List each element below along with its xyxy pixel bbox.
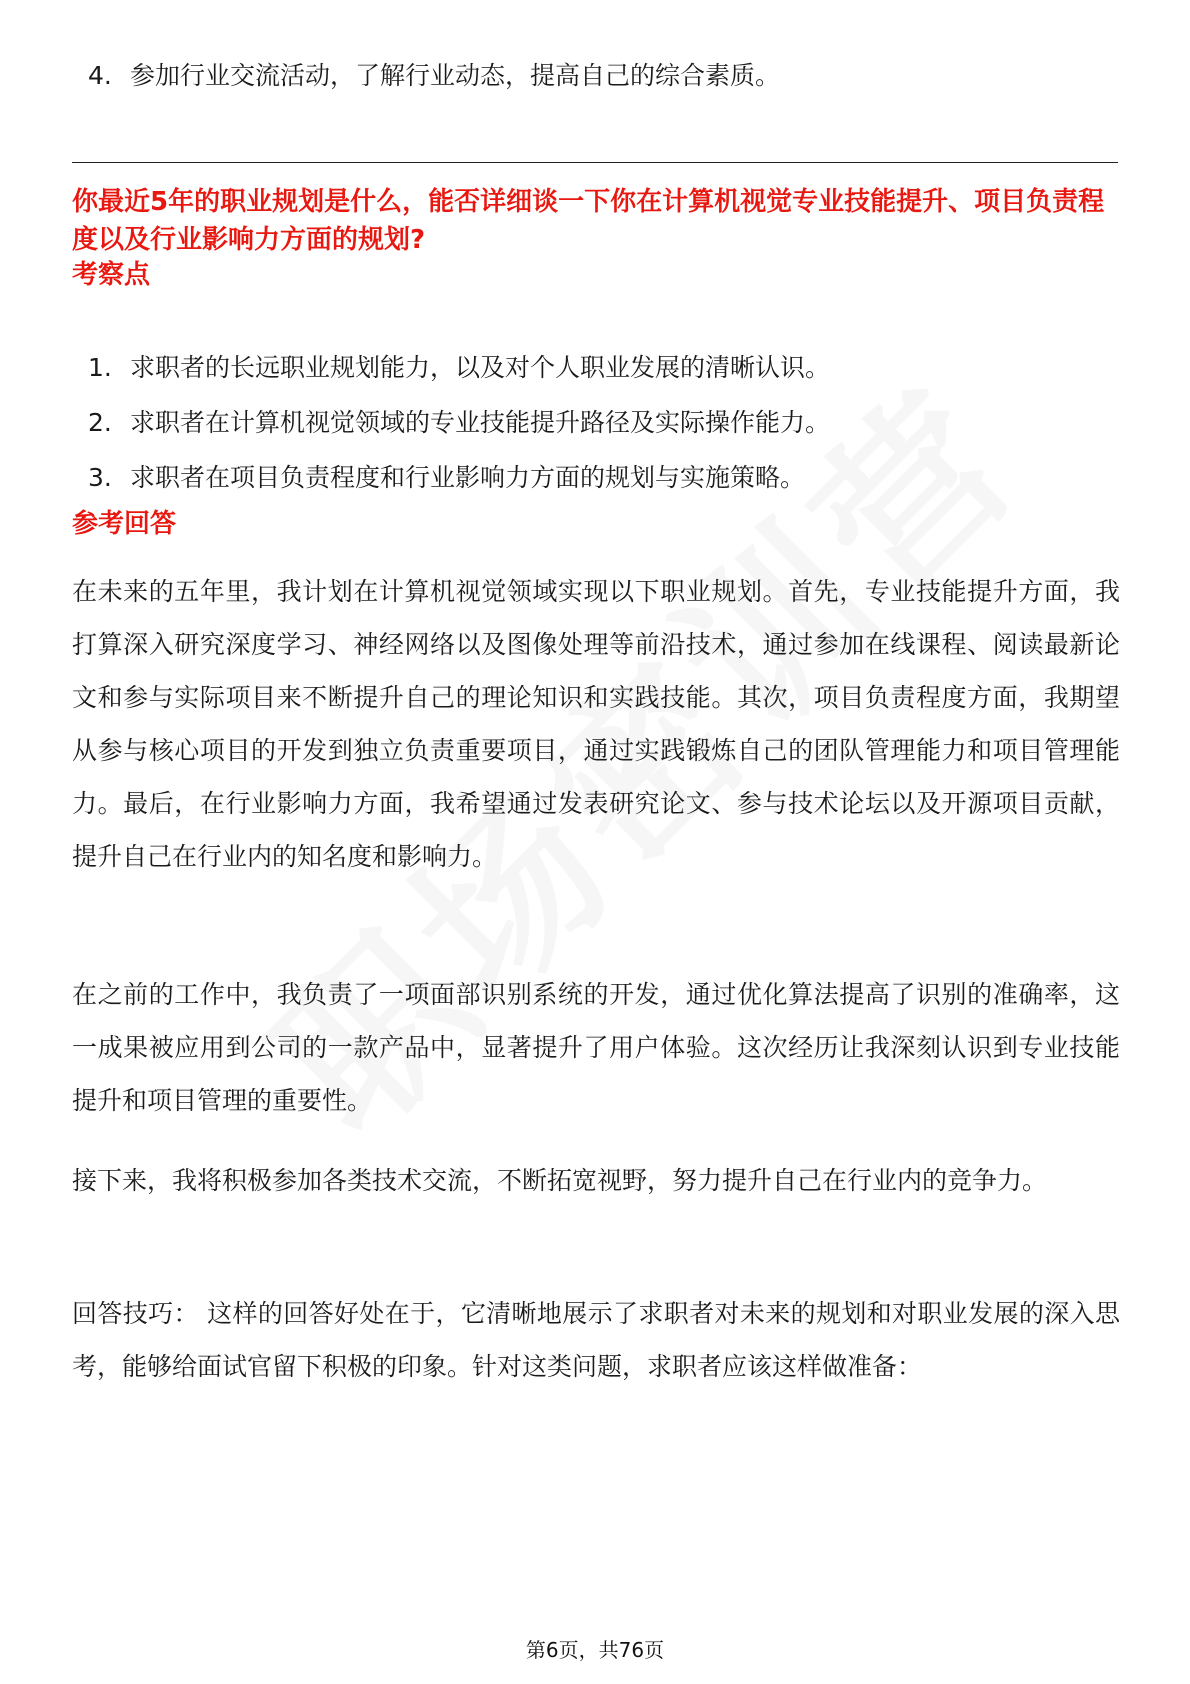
previous-points-list (80, 58, 1110, 94)
assessment-heading: 考察点 (72, 260, 151, 290)
page-footer: 第6页，共76页 (525, 1638, 665, 1662)
list-item (80, 58, 1110, 94)
list-item (80, 405, 1110, 441)
list-item-number: 1. (88, 353, 112, 382)
answer-tips-paragraph: 回答技巧： 这样的回答好处在于，它清晰地展示了求职者对未来的规划和对职业发展的深入思考，能够给面试官留下积极的印象。针对这类问题，求职者应该这样做准备： (72, 1299, 1120, 1381)
list-item-text: 求职者的长远职业规划能力，以及对个人职业发展的清晰认识。 (130, 353, 831, 382)
list-item-text: 求职者在计算机视觉领域的专业技能提升路径及实际操作能力。 (130, 408, 831, 437)
assessment-list (80, 350, 1110, 515)
list-item-text: 求职者在项目负责程度和行业影响力方面的规划与实施策略。 (130, 463, 806, 492)
answer-paragraph: 在之前的工作中，我负责了一项面部识别系统的开发，通过优化算法提高了识别的准确率，这一成果被应用到公司的一款产品中，显著提升了用户体验。这次经历让我深刻认识到专业技能提升和项目管理的重要性。 (72, 980, 1120, 1115)
list-item (80, 350, 1110, 386)
question-title: 你最近5年的职业规划是什么，能否详细谈一下你在计算机视觉专业技能提升、项目负责程度以及行业影响力方面的规划? (72, 187, 1105, 255)
list-item-number: 3. (88, 463, 112, 492)
answer-heading: 参考回答 (72, 509, 177, 539)
list-item-number: 4. (88, 61, 112, 90)
list-item-text: 参加行业交流活动，了解行业动态，提高自己的综合素质。 (130, 61, 781, 90)
answer-paragraph: 接下来，我将积极参加各类技术交流，不断拓宽视野，努力提升自己在行业内的竞争力。 (72, 1166, 1048, 1195)
section-divider (72, 162, 1118, 163)
list-item-number: 2. (88, 408, 112, 437)
answer-paragraph: 在未来的五年里，我计划在计算机视觉领域实现以下职业规划。首先，专业技能提升方面，我打算深入研究深度学习、神经网络以及图像处理等前沿技术，通过参加在线课程、阅读最新论文和参与实际项目来不断提升自己的理论知识和实践技能。其次，项目负责程度方面，我期望从参与核心项目的开发到独立负责重要项目，通过实践锻炼自己的团队管理能力和项目管理能力。最后，在行业影响力方面，我希望通过发表研究论文、参与技术论坛以及开源项目贡献，提升自己在行业内的知名度和影响力。 (72, 577, 1120, 871)
list-item (80, 460, 1110, 496)
